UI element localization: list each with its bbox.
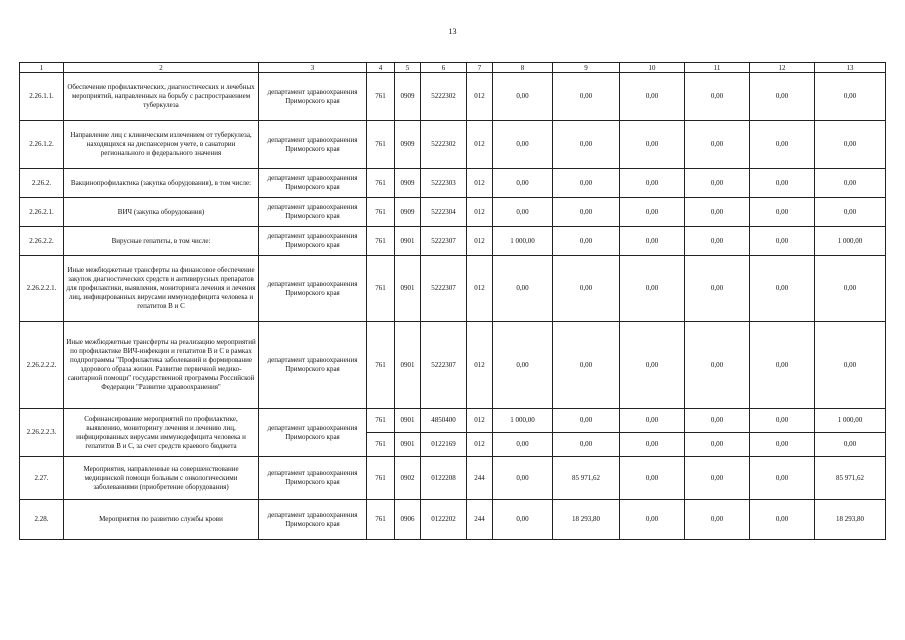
row-value: 5222302	[421, 73, 467, 121]
row-value: 0,00	[750, 169, 815, 198]
row-department: департамент здравоохранения Приморского края	[259, 256, 367, 322]
column-header: 4	[367, 63, 395, 73]
row-name: ВИЧ (закупка оборудования)	[64, 198, 259, 227]
table-row	[20, 227, 886, 256]
table-row	[20, 457, 886, 500]
row-value: 0,00	[750, 73, 815, 121]
row-value: 0901	[395, 227, 421, 256]
row-value: 0,00	[685, 198, 750, 227]
column-header: 13	[815, 63, 886, 73]
row-value: 0,00	[685, 121, 750, 169]
row-value: 0,00	[750, 198, 815, 227]
row-number: 2.26.1.1.	[20, 73, 64, 121]
row-value: 0909	[395, 121, 421, 169]
row-value: 0,00	[750, 256, 815, 322]
row-name: Софинансирование мероприятий по профилактике, выявлению, мониторингу лечения и лечению лиц, инфицированных вирусами иммунодефицита человека и гепатитов B и C, за счет средств краевого бюджета	[64, 409, 259, 457]
row-department: департамент здравоохранения Приморского края	[259, 322, 367, 409]
row-value: 0901	[395, 409, 421, 433]
row-value: 0,00	[493, 73, 553, 121]
row-name: Мероприятия, направленные на совершенствование медицинской помощи больным с онкологическими заболеваниями (приобретение оборудования)	[64, 457, 259, 500]
row-value: 0,00	[815, 322, 886, 409]
row-value: 18 293,80	[553, 500, 620, 540]
row-value: 761	[367, 322, 395, 409]
row-value: 012	[467, 433, 493, 457]
table-row	[20, 121, 886, 169]
column-header: 5	[395, 63, 421, 73]
row-department: департамент здравоохранения Приморского края	[259, 227, 367, 256]
row-value: 761	[367, 121, 395, 169]
row-value: 761	[367, 73, 395, 121]
row-department: департамент здравоохранения Приморского края	[259, 198, 367, 227]
row-value: 0,00	[750, 457, 815, 500]
row-value: 0,00	[620, 409, 685, 433]
row-value: 012	[467, 322, 493, 409]
row-value: 0,00	[620, 433, 685, 457]
row-department: департамент здравоохранения Приморского края	[259, 169, 367, 198]
column-header: 10	[620, 63, 685, 73]
budget-table	[19, 62, 886, 540]
row-value: 5222307	[421, 256, 467, 322]
row-value: 0,00	[750, 409, 815, 433]
row-value: 761	[367, 256, 395, 322]
row-value: 0122202	[421, 500, 467, 540]
row-value: 0,00	[553, 169, 620, 198]
row-value: 0901	[395, 433, 421, 457]
row-value: 761	[367, 227, 395, 256]
row-value: 0,00	[815, 169, 886, 198]
column-header: 9	[553, 63, 620, 73]
row-value: 012	[467, 121, 493, 169]
row-number: 2.28.	[20, 500, 64, 540]
row-value: 0,00	[685, 227, 750, 256]
row-value: 0,00	[620, 73, 685, 121]
row-value: 5222307	[421, 227, 467, 256]
column-header: 2	[64, 63, 259, 73]
row-name: Обеспечение профилактических, диагностических и лечебных мероприятий, направленных на борьбу с распространением туберкулеза	[64, 73, 259, 121]
row-department: департамент здравоохранения Приморского края	[259, 409, 367, 457]
row-number: 2.26.2.1.	[20, 198, 64, 227]
row-value: 0,00	[620, 121, 685, 169]
row-value: 0,00	[685, 457, 750, 500]
row-value: 0,00	[553, 227, 620, 256]
row-name: Вакцинопрофилактика (закупка оборудования), в том числе:	[64, 169, 259, 198]
row-name: Направление лиц с клиническим излечением от туберкулеза, находящихся на диспансерном учете, в санатории регионального и федерального значения	[64, 121, 259, 169]
row-value: 761	[367, 409, 395, 433]
row-value: 0906	[395, 500, 421, 540]
row-name: Вирусные гепатиты, в том числе:	[64, 227, 259, 256]
column-header: 3	[259, 63, 367, 73]
row-value: 012	[467, 73, 493, 121]
row-value: 0,00	[553, 73, 620, 121]
column-header: 6	[421, 63, 467, 73]
row-value: 5222303	[421, 169, 467, 198]
row-value: 0,00	[685, 73, 750, 121]
row-value: 0,00	[815, 73, 886, 121]
row-value: 0,00	[493, 198, 553, 227]
row-value: 0,00	[750, 121, 815, 169]
row-value: 85 971,62	[553, 457, 620, 500]
row-value: 0909	[395, 198, 421, 227]
row-value: 0,00	[685, 433, 750, 457]
row-department: департамент здравоохранения Приморского края	[259, 121, 367, 169]
row-value: 0,00	[620, 322, 685, 409]
row-value: 1 000,00	[493, 409, 553, 433]
row-value: 1 000,00	[815, 409, 886, 433]
row-value: 761	[367, 500, 395, 540]
row-value: 0,00	[493, 457, 553, 500]
row-number: 2.26.2.2.	[20, 227, 64, 256]
row-value: 0901	[395, 322, 421, 409]
row-value: 0,00	[493, 433, 553, 457]
row-value: 761	[367, 169, 395, 198]
row-value: 0,00	[493, 121, 553, 169]
row-value: 0902	[395, 457, 421, 500]
page-number: 13	[448, 27, 457, 36]
table-row	[20, 73, 886, 121]
row-department: департамент здравоохранения Приморского края	[259, 73, 367, 121]
column-header: 12	[750, 63, 815, 73]
row-value: 0,00	[750, 433, 815, 457]
row-value: 0,00	[815, 121, 886, 169]
row-value: 761	[367, 433, 395, 457]
row-value: 0,00	[553, 256, 620, 322]
row-value: 85 971,62	[815, 457, 886, 500]
row-value: 0,00	[493, 500, 553, 540]
table-row	[20, 409, 886, 433]
table-row	[20, 198, 886, 227]
row-value: 0,00	[553, 433, 620, 457]
row-value: 0909	[395, 73, 421, 121]
row-number: 2.26.2.	[20, 169, 64, 198]
row-value: 0,00	[553, 409, 620, 433]
row-value: 0,00	[493, 322, 553, 409]
row-value: 0,00	[620, 198, 685, 227]
row-value: 5222304	[421, 198, 467, 227]
row-value: 0901	[395, 256, 421, 322]
table-row	[20, 322, 886, 409]
table-row	[20, 169, 886, 198]
row-department: департамент здравоохранения Приморского края	[259, 500, 367, 540]
row-value: 0,00	[620, 227, 685, 256]
column-header: 1	[20, 63, 64, 73]
row-number: 2.26.2.2.1.	[20, 256, 64, 322]
table-row	[20, 500, 886, 540]
row-value: 5222307	[421, 322, 467, 409]
row-value: 0,00	[553, 322, 620, 409]
row-value: 244	[467, 457, 493, 500]
column-header: 11	[685, 63, 750, 73]
row-number: 2.26.1.2.	[20, 121, 64, 169]
row-value: 761	[367, 198, 395, 227]
row-value: 0,00	[620, 256, 685, 322]
row-value: 0,00	[620, 500, 685, 540]
row-name: Иные межбюджетные трансферты на финансовое обеспечение закупок диагностических средств и антивирусных препаратов для профилактики, выявления, мониторинга лечения и лечения лиц, инфицированных вирусами иммунодефицита человека и гепатитов B и C	[64, 256, 259, 322]
row-value: 0,00	[750, 227, 815, 256]
column-header: 7	[467, 63, 493, 73]
column-number-row	[20, 63, 886, 73]
row-value: 012	[467, 198, 493, 227]
row-value: 0,00	[815, 433, 886, 457]
row-value: 0,00	[750, 500, 815, 540]
row-value: 0,00	[750, 322, 815, 409]
row-name: Мероприятия по развитию службы крови	[64, 500, 259, 540]
row-value: 0,00	[493, 256, 553, 322]
row-value: 0,00	[685, 500, 750, 540]
row-value: 012	[467, 169, 493, 198]
row-value: 0909	[395, 169, 421, 198]
table-row	[20, 256, 886, 322]
row-value: 0,00	[620, 457, 685, 500]
row-value: 761	[367, 457, 395, 500]
row-value: 012	[467, 256, 493, 322]
row-number: 2.26.2.2.3.	[20, 409, 64, 457]
row-value: 244	[467, 500, 493, 540]
row-value: 0,00	[553, 198, 620, 227]
row-value: 0,00	[815, 256, 886, 322]
row-value: 0,00	[620, 169, 685, 198]
row-value: 0,00	[685, 256, 750, 322]
row-value: 0122208	[421, 457, 467, 500]
column-header: 8	[493, 63, 553, 73]
row-value: 4850400	[421, 409, 467, 433]
row-number: 2.26.2.2.2.	[20, 322, 64, 409]
row-value: 1 000,00	[493, 227, 553, 256]
row-value: 0,00	[685, 169, 750, 198]
row-value: 0,00	[685, 322, 750, 409]
row-value: 0,00	[553, 121, 620, 169]
row-value: 18 293,80	[815, 500, 886, 540]
row-value: 0,00	[493, 169, 553, 198]
row-department: департамент здравоохранения Приморского края	[259, 457, 367, 500]
row-value: 0122169	[421, 433, 467, 457]
row-value: 0,00	[815, 198, 886, 227]
row-name: Иные межбюджетные трансферты на реализацию мероприятий по профилактике ВИЧ-инфекции и гепатитов B и C в рамках подпрограммы "Профилактика заболеваний и формирование здорового образа жизни. Развитие первичной медико-санитарной помощи" государственной программы Российской Федерации "Развитие здравоохранения"	[64, 322, 259, 409]
row-number: 2.27.	[20, 457, 64, 500]
row-value: 5222302	[421, 121, 467, 169]
row-value: 012	[467, 409, 493, 433]
row-value: 1 000,00	[815, 227, 886, 256]
row-value: 0,00	[685, 409, 750, 433]
row-value: 012	[467, 227, 493, 256]
